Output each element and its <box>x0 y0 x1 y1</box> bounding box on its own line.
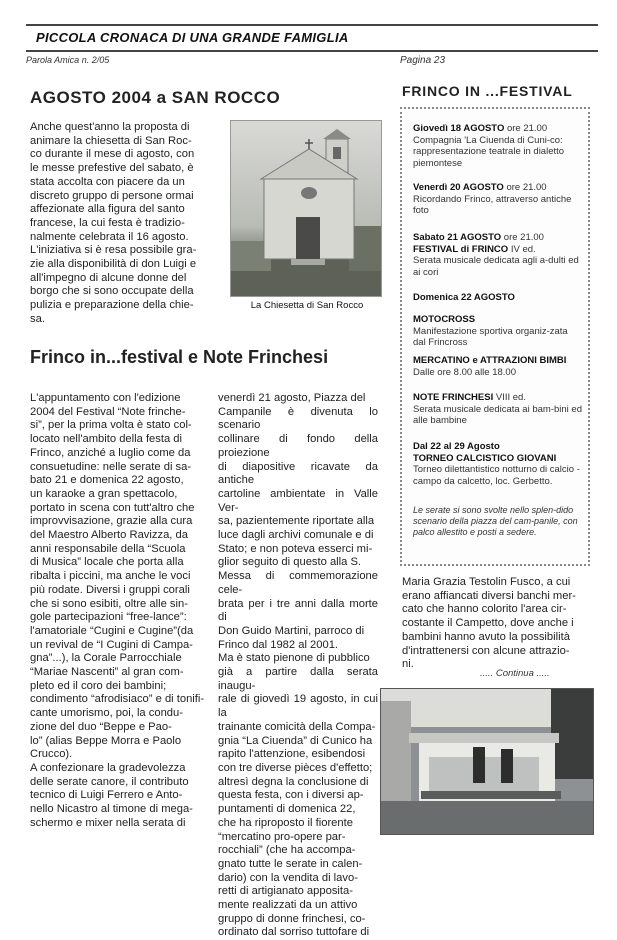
text-line: cante umorismo, poi, la condu- <box>30 707 183 720</box>
festival-event-head2: FESTIVAL di FRINCO <box>413 243 509 255</box>
text-line: “mercatino pro-opere par- <box>218 830 346 843</box>
text-line: dario) con la vendita di lavo- <box>218 871 358 884</box>
text-line: cartoline ambientate in Valle Ver- <box>218 487 378 514</box>
text-line: “Mariae Nascenti” al gran com- <box>30 666 184 679</box>
festival-event <box>413 441 583 487</box>
festival-event-desc: Ricordando Frinco, attraverso antiche foto <box>413 193 572 216</box>
text-line: Maria Grazia Testolin Fusco, a cui <box>402 576 571 588</box>
text-line: un revival de “I Cugini di Campa- <box>30 638 193 651</box>
festival-event-head: Dal 22 al 29 Agosto <box>413 441 500 452</box>
church-photo <box>230 120 382 297</box>
text-line: cato che hanno colorito l'area cir- <box>402 603 567 616</box>
text-line: all'impegno di alcune donne del <box>30 271 187 284</box>
text-line: trainante comicità della Compa- <box>218 720 376 733</box>
festival-event-time: ore 21.00 <box>501 232 544 243</box>
text-line: collinare di fondo della proiezione <box>218 433 378 459</box>
text-line: locato nell'ambito della festa di <box>30 433 183 446</box>
text-line: questa festa, con i diversi ap- <box>218 789 364 802</box>
text-line: gruppo di donne frinchesi, co- <box>218 912 366 925</box>
festival-event <box>413 392 583 427</box>
text-line: luce dagli archivi comunale e di <box>218 529 374 542</box>
festival-event-time2: IV ed. <box>508 243 536 255</box>
text-line: si”, per la prima volta è stato col- <box>30 419 192 432</box>
text-line: portato in scena con tutt'altro che <box>30 501 195 514</box>
festival-event-desc: Torneo dilettantistico notturno di calcio - campo da calcetto, loc. Gerbetto. <box>413 464 580 487</box>
text-line: Messa di commemorazione cele- <box>218 570 378 596</box>
text-line: gnato tutte le serate in calen- <box>218 857 363 870</box>
text-line: schermo e mixer nella serata di <box>30 816 186 829</box>
text-line: pleto ed il coro dei bambini; <box>30 679 167 692</box>
text-line: Frinco, anziché a luglio come da <box>30 446 191 459</box>
text-line: già a partire dalla serata inaugu- <box>218 666 378 692</box>
text-line: l'amatoriale “Cugini e Cugine”(da <box>30 624 194 637</box>
text-line: discreto gruppo di persone ormai <box>30 189 194 202</box>
text-line: Anche quest'anno la proposta di <box>30 121 190 133</box>
text-line: di diapositive ricavate da antiche <box>218 460 378 487</box>
text-line: francese, la cui festa è tradizio- <box>30 216 185 229</box>
text-line: 2004 del Festival “Note frinche- <box>30 405 186 418</box>
text-line: delle serate canore, il contributo <box>30 775 189 788</box>
text-line: gole partecipazioni “free-lance”: <box>30 611 187 624</box>
text-line: le messe prefestive del sabato, è <box>30 162 194 175</box>
church-photo-caption: La Chiesetta di San Rocco <box>250 300 364 311</box>
text-line: sa. <box>30 312 45 325</box>
text-line: un karaoke a gran spettacolo, <box>30 487 178 500</box>
continua-label: ..... Continua ..... <box>480 668 550 679</box>
festival-event-time: Dalle ore 8.00 alle 18.00 <box>413 366 516 378</box>
festival-event-head2: TORNEO CALCISTICO GIOVANI <box>413 452 557 464</box>
text-line: Stato; e non poteva esserci mi- <box>218 542 373 555</box>
text-line: puntamenti di domenica 22, <box>218 803 356 816</box>
text-line: del Maestro Alberto Ravizza, da <box>30 529 188 542</box>
article2-col1 <box>30 392 213 831</box>
text-line: brata per i tre anni dalla morte di <box>218 597 378 624</box>
text-line: retti di artigianato apposita- <box>218 885 353 898</box>
article2-col2 <box>218 392 378 940</box>
festival-event-time: ore 21.00 <box>504 123 548 134</box>
festival-event-head: Sabato 21 AGOSTO <box>413 232 502 243</box>
text-line: L'appuntamento con l'edizione <box>30 392 181 404</box>
text-line: venerdì 21 agosto, Piazza del <box>218 392 366 404</box>
text-line: stata accolta con piacere da un <box>30 175 185 188</box>
market-photo <box>380 688 594 835</box>
festival-event <box>413 232 583 278</box>
text-line: gnia “La Ciuenda” di Cunico ha <box>218 734 373 747</box>
text-line: animare la chiesetta di San Roc- <box>30 134 192 147</box>
text-line: condimento “afrodisiaco” e di tonifi- <box>30 693 205 706</box>
festival-event-desc: Manifestazione sportiva organiz-zata dal Frincross <box>413 325 568 348</box>
text-line: ni. <box>402 658 414 671</box>
festival-event-head: NOTE FRINCHESI <box>413 392 494 403</box>
text-line: nalmente celebrata il 16 agosto. <box>30 230 189 243</box>
text-line: bambini hanno avuto la possibilità <box>402 630 570 643</box>
text-line: rocchiali” (che ha accompa- <box>218 844 356 857</box>
text-line: affezionate alla figura del santo <box>30 203 185 216</box>
text-line: erano affiancati diversi banchi mer- <box>402 589 576 602</box>
text-line: co durante il mese di agosto, con <box>30 148 195 161</box>
text-line: costante il Campetto, dove anche i <box>402 617 574 630</box>
festival-event-head: MERCATINO e ATTRAZIONI BIMBI <box>413 355 567 366</box>
text-line: mente realizzati da un attivo <box>218 899 358 912</box>
article2-title: Frinco in...festival e Note Frinchesi <box>30 347 329 367</box>
article1-body <box>30 121 215 327</box>
text-line: più rodate. Diversi i gruppi corali <box>30 583 190 596</box>
text-line: d'intrattenersi con alcune attrazio- <box>402 644 570 657</box>
page-number: Pagina 23 <box>400 55 446 66</box>
festival-event <box>413 355 583 378</box>
festival-event <box>413 314 583 349</box>
festival-event-time: VIII ed. <box>493 392 526 403</box>
text-line: di Musica” locale che porta alla <box>30 556 184 569</box>
text-line: gna”...), la Corale Parrocchiale <box>30 652 182 665</box>
text-line: sa, pazientemente riportate alla <box>218 515 375 528</box>
text-line: A confezionare la gradevolezza <box>30 761 186 774</box>
text-line: rale di giovedì 19 agosto, in cui la <box>218 693 378 720</box>
text-line: bato 21 e domenica 22 agosto, <box>30 474 184 487</box>
text-line: Crucco). <box>30 748 73 761</box>
text-line: Frinco dal 1982 al 2001. <box>218 638 339 651</box>
festival-event-head: Domenica 22 AGOSTO <box>413 292 515 303</box>
text-line: anni responsabile della “Scuola <box>30 542 186 555</box>
article1-title: AGOSTO 2004 a SAN ROCCO <box>30 88 281 107</box>
issue-label: Parola Amica n. 2/05 <box>26 55 110 65</box>
text-line: consuetudine: nelle serate di sa- <box>30 460 192 473</box>
text-line: glior seguito di questo alla S. <box>218 556 362 569</box>
text-line: ribalta i piccini, ma anche le voci <box>30 570 191 583</box>
page-header-title: PICCOLA CRONACA DI UNA GRANDE FAMIGLIA <box>36 30 349 45</box>
text-line: improvvisazione, grazie alla cura <box>30 515 193 528</box>
text-line: lo” (alias Beppe Morra e Paolo <box>30 734 182 747</box>
text-line: ordinato dal sorriso tuttofare di <box>218 926 370 939</box>
festival-note: Le serate si sono svolte nello splen-dido scenario della piazza del cam-panile, con palco allestito e posti a sedere. <box>413 505 578 537</box>
text-line: pulizia e preparazione della chie- <box>30 299 194 312</box>
festival-event <box>413 292 583 304</box>
text-line: con tre diverse pièces d'effetto; <box>218 761 373 774</box>
text-line: nello Nicastro al timone di mega- <box>30 803 193 816</box>
text-line: che si sono esibiti, oltre alle sin- <box>30 597 188 610</box>
text-line: altresì degna la conclusione di <box>218 775 369 788</box>
festival-event-desc: Serata musicale dedicata agli a-dulti ed ai cori <box>413 255 579 278</box>
text-line: che ha riproposto il fiorente <box>218 816 353 829</box>
festival-event-desc: Serata musicale dedicata ai bam-bini ed alle bambine <box>413 403 582 426</box>
text-line: tecnico di Luigi Ferrero e Anto- <box>30 789 183 802</box>
festival-event-head: MOTOCROSS <box>413 314 476 325</box>
text-line: Campanile è divenuta lo scenario <box>218 405 378 432</box>
festival-event <box>413 182 583 217</box>
festival-title: FRINCO IN ...FESTIVAL <box>402 83 573 99</box>
text-line: Don Guido Martini, parroco di <box>218 624 365 637</box>
text-line: L'iniziativa si è resa possibile gra- <box>30 244 197 257</box>
text-line: Ma è stato pienone di pubblico <box>218 652 370 665</box>
text-line: zie alla disponibilità di don Luigi e <box>30 258 197 271</box>
festival-event-desc: Compagnia 'La Ciuenda di Cuni-co: rappresentazione teatrale in dialetto piemontese <box>413 134 565 169</box>
festival-event-head: Giovedì 18 AGOSTO <box>413 123 505 134</box>
article2-col3 <box>402 576 590 672</box>
festival-event <box>413 123 583 169</box>
festival-event-head: Venerdì 20 AGOSTO <box>413 182 504 193</box>
text-line: borgo che si sono occupate della <box>30 285 194 298</box>
text-line: zione del duo “Beppe e Pao- <box>30 720 172 733</box>
text-line: rapito l'attenzione, esibendosi <box>218 748 366 761</box>
festival-event-time: ore 21.00 <box>503 182 547 193</box>
